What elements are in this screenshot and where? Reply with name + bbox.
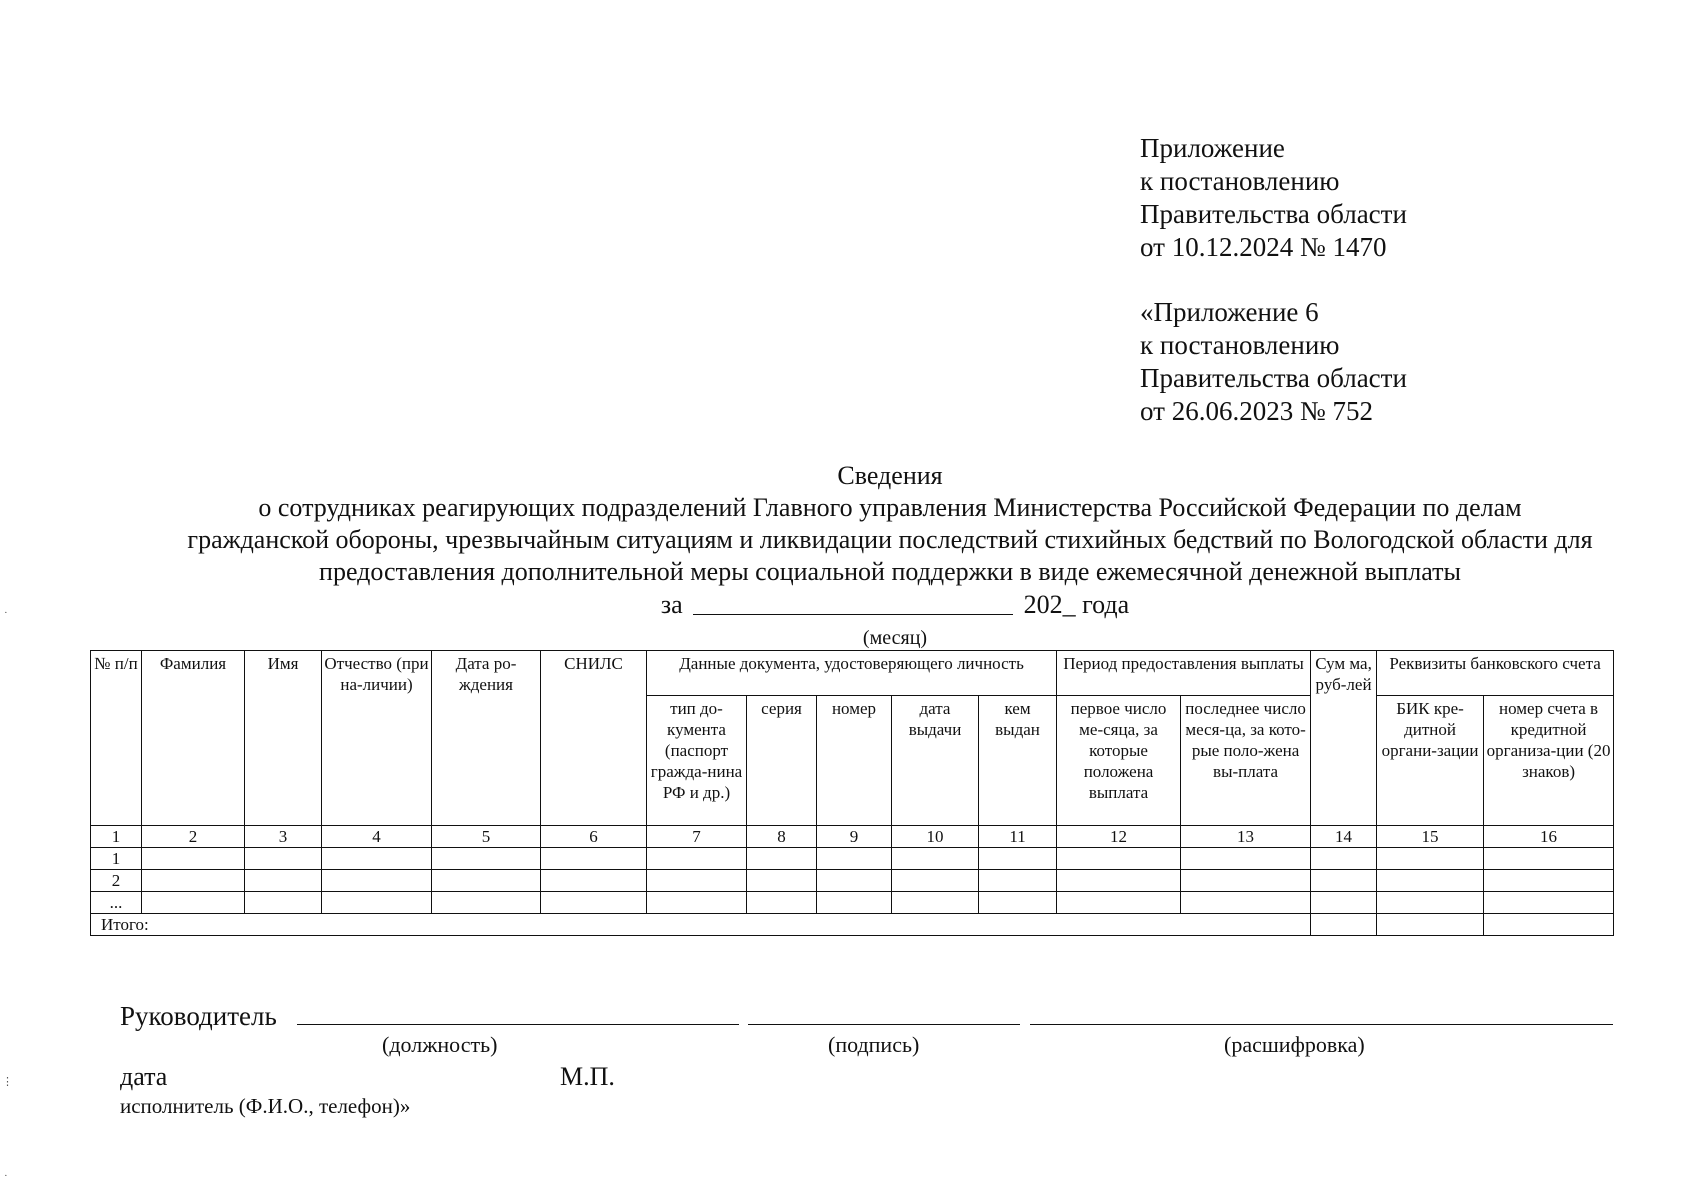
header-birth-date: Дата ро-ждения — [432, 651, 541, 826]
decoding-line[interactable] — [1030, 1024, 1613, 1025]
table-cell[interactable] — [1057, 848, 1181, 870]
header-doc-number: номер — [817, 696, 892, 826]
header-snils: СНИЛС — [541, 651, 647, 826]
column-number: 6 — [541, 826, 647, 848]
column-number: 3 — [245, 826, 322, 848]
header-num: № п/п — [91, 651, 142, 826]
document-title — [90, 460, 1690, 588]
header-doc-date: дата выдачи — [892, 696, 979, 826]
table-cell[interactable] — [432, 870, 541, 892]
table-cell[interactable] — [245, 870, 322, 892]
table-cell[interactable] — [1377, 848, 1484, 870]
table-cell[interactable] — [817, 892, 892, 914]
signature-line[interactable] — [748, 1024, 1020, 1025]
approval-previous-line: «Приложение 6 — [1140, 297, 1319, 327]
position-hint: (должность) — [382, 1032, 498, 1057]
approval-block — [1140, 132, 1407, 460]
table-cell[interactable] — [747, 892, 817, 914]
column-number: 8 — [747, 826, 817, 848]
approval-current-line: к постановлению — [1140, 166, 1340, 196]
approval-previous-line: Правительства области — [1140, 363, 1407, 393]
title-line: о сотрудниках реагирующих подразделений Главного управления Министерства Российской Федерации по делам — [258, 493, 1522, 522]
row-label: 2 — [91, 870, 142, 892]
table-cell[interactable] — [817, 870, 892, 892]
approval-previous-line: к постановлению — [1140, 330, 1340, 360]
table-cell[interactable] — [979, 870, 1057, 892]
scan-mark: · — [4, 607, 8, 619]
header-period-first: первое число ме-сяца, за которые положена выплата — [1057, 696, 1181, 826]
employees-table — [90, 650, 1614, 936]
table-cell[interactable] — [1181, 892, 1311, 914]
column-number: 7 — [647, 826, 747, 848]
table-cell[interactable] — [322, 848, 432, 870]
column-number: 11 — [979, 826, 1057, 848]
table-cell[interactable] — [541, 870, 647, 892]
column-number: 5 — [432, 826, 541, 848]
table-cell[interactable] — [647, 848, 747, 870]
table-cell[interactable] — [1181, 848, 1311, 870]
table-cell[interactable] — [432, 848, 541, 870]
approval-previous-line: от 26.06.2023 № 752 — [1140, 396, 1373, 426]
header-row — [91, 651, 1614, 696]
column-number: 12 — [1057, 826, 1181, 848]
table-cell[interactable] — [1484, 848, 1614, 870]
table-cell[interactable] — [322, 870, 432, 892]
month-blank-field[interactable] — [693, 592, 1013, 615]
table-cell[interactable] — [1484, 870, 1614, 892]
header-amount: Сум ма, руб-лей — [1311, 651, 1377, 826]
table-cell[interactable] — [322, 892, 432, 914]
date-label: дата — [120, 1062, 168, 1091]
approval-current-line: Приложение — [1140, 133, 1285, 163]
table-cell[interactable] — [1484, 892, 1614, 914]
table-cell[interactable] — [892, 848, 979, 870]
column-number: 13 — [1181, 826, 1311, 848]
header-period-last: последнее число меся-ца, за кото-рые поло-жена вы-плата — [1181, 696, 1311, 826]
table-cell[interactable] — [1377, 870, 1484, 892]
signature-hint: (подпись) — [828, 1032, 920, 1057]
table-cell[interactable] — [1311, 870, 1377, 892]
table-cell[interactable] — [979, 892, 1057, 914]
column-number: 16 — [1484, 826, 1614, 848]
header-doc-group: Данные документа, удостоверяющего личность — [647, 651, 1057, 696]
stamp-label: М.П. — [560, 1062, 615, 1091]
table-cell[interactable] — [817, 848, 892, 870]
column-number-row — [91, 826, 1614, 848]
row-label: 1 — [91, 848, 142, 870]
period-prefix: за — [660, 590, 683, 619]
table-cell[interactable] — [142, 892, 245, 914]
header-surname: Фамилия — [142, 651, 245, 826]
table-cell[interactable] — [1311, 892, 1377, 914]
header-bank-bik: БИК кре-дитной органи-зации — [1377, 696, 1484, 826]
header-bank-group: Реквизиты банковского счета — [1377, 651, 1614, 696]
table-cell[interactable] — [1377, 892, 1484, 914]
table-cell[interactable] — [245, 848, 322, 870]
scan-mark: · — [4, 1170, 8, 1182]
table-cell[interactable] — [1311, 848, 1377, 870]
executor-label: исполнитель (Ф.И.О., телефон)» — [120, 1094, 411, 1118]
approval-current — [1140, 132, 1407, 264]
table-cell[interactable] — [1057, 892, 1181, 914]
decoding-hint: (расшифровка) — [1224, 1032, 1365, 1057]
period-line — [0, 590, 1697, 620]
table-cell[interactable] — [1484, 914, 1614, 936]
header-bank-account: номер счета в кредитной организа-ции (20 знаков) — [1484, 696, 1614, 826]
table-cell[interactable] — [979, 848, 1057, 870]
table-cell[interactable] — [432, 892, 541, 914]
header-doc-series: серия — [747, 696, 817, 826]
header-name: Имя — [245, 651, 322, 826]
column-number: 14 — [1311, 826, 1377, 848]
column-number: 1 — [91, 826, 142, 848]
table-cell[interactable] — [747, 870, 817, 892]
table-cell[interactable] — [892, 870, 979, 892]
approval-current-line: от 10.12.2024 № 1470 — [1140, 232, 1387, 262]
table-cell[interactable] — [541, 892, 647, 914]
column-number: 2 — [142, 826, 245, 848]
table-cell[interactable] — [1377, 914, 1484, 936]
approval-previous — [1140, 296, 1407, 428]
header-period-group: Период предоставления выплаты — [1057, 651, 1311, 696]
column-number: 4 — [322, 826, 432, 848]
header-doc-type: тип до-кумента (паспорт гражда-нина РФ и др.) — [647, 696, 747, 826]
table-cell[interactable] — [1181, 870, 1311, 892]
column-number: 10 — [892, 826, 979, 848]
table-cell[interactable] — [1057, 870, 1181, 892]
header-patronymic: Отчество (при на-личии) — [322, 651, 432, 826]
period-suffix: 202_ года — [1023, 590, 1130, 619]
scan-mark: ⋮ — [2, 1076, 13, 1088]
head-label: Руководитель — [120, 1001, 277, 1031]
approval-current-line: Правительства области — [1140, 199, 1407, 229]
column-number: 9 — [817, 826, 892, 848]
table-cell[interactable] — [647, 892, 747, 914]
title-line: предоставления дополнительной меры социальной поддержки в виде ежемесячной денежной выплаты — [319, 557, 1461, 586]
table-cell[interactable] — [747, 848, 817, 870]
total-label: Итого: — [91, 914, 1311, 936]
month-hint: (месяц) — [862, 627, 928, 649]
table-row — [91, 892, 1614, 914]
table-cell[interactable] — [892, 892, 979, 914]
table-cell[interactable] — [647, 870, 747, 892]
title-line: гражданской обороны, чрезвычайным ситуациям и ликвидации последствий стихийных бедствий по Вологодской области для — [187, 525, 1593, 554]
table-cell[interactable] — [541, 848, 647, 870]
table-cell[interactable] — [142, 870, 245, 892]
table-cell[interactable] — [245, 892, 322, 914]
row-label: ... — [91, 892, 142, 914]
table-row — [91, 848, 1614, 870]
total-row — [91, 914, 1614, 936]
title-heading: Сведения — [837, 461, 943, 490]
table-row — [91, 870, 1614, 892]
header-doc-issuer: кем выдан — [979, 696, 1057, 826]
total-amount-cell[interactable] — [1311, 914, 1377, 936]
column-number: 15 — [1377, 826, 1484, 848]
table-cell[interactable] — [142, 848, 245, 870]
position-line[interactable] — [297, 1024, 739, 1025]
